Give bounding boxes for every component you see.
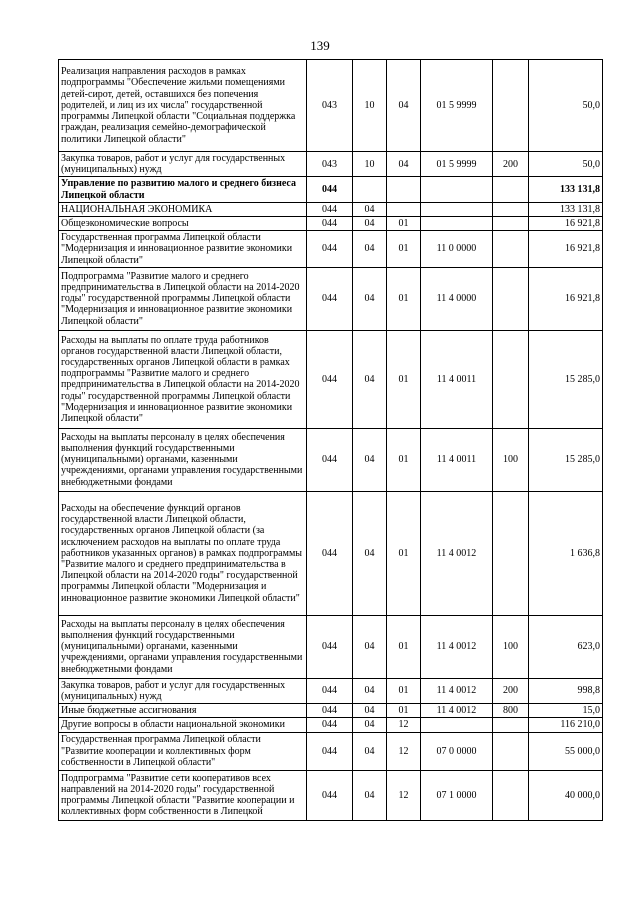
row-section-code: 04 <box>353 770 387 820</box>
row-subsection-code: 01 <box>387 267 421 330</box>
table-row <box>59 60 603 152</box>
row-grbs-code: 044 <box>307 177 353 202</box>
row-amount: 116 210,0 <box>529 718 603 732</box>
row-target-article: 11 4 0011 <box>421 428 493 491</box>
row-description: Другие вопросы в области национальной экономики <box>59 718 307 732</box>
row-target-article: 11 4 0000 <box>421 267 493 330</box>
row-amount: 1 636,8 <box>529 491 603 615</box>
row-expense-type <box>493 732 529 770</box>
row-target-article <box>421 718 493 732</box>
row-amount: 15 285,0 <box>529 428 603 491</box>
row-subsection-code: 01 <box>387 217 421 231</box>
row-section-code: 04 <box>353 732 387 770</box>
row-section-code: 04 <box>353 491 387 615</box>
row-grbs-code: 044 <box>307 330 353 428</box>
row-target-article: 11 4 0012 <box>421 678 493 703</box>
row-target-article: 11 0 0000 <box>421 231 493 268</box>
row-description: Управление по развитию малого и среднего бизнеса Липецкой области <box>59 177 307 202</box>
row-subsection-code: 04 <box>387 152 421 177</box>
row-description: Подпрограмма "Развитие малого и среднего предпринимательства в Липецкой области на 2014-2020 годы" государственной программы Липецкой области "Модернизация и инновационное развитие экономики Липецкой области" <box>59 267 307 330</box>
row-section-code: 04 <box>353 704 387 718</box>
row-description: Расходы на выплаты персоналу в целях обеспечения выполнения функций государственными (муниципальными) органами, казенными учреждениями, органами управления государственными внебюджетными фондами <box>59 428 307 491</box>
row-section-code: 04 <box>353 267 387 330</box>
row-amount: 15 285,0 <box>529 330 603 428</box>
row-grbs-code: 044 <box>307 217 353 231</box>
row-section-code: 04 <box>353 718 387 732</box>
table-row <box>59 217 603 231</box>
row-description: Закупка товаров, работ и услуг для государственных (муниципальных) нужд <box>59 678 307 703</box>
row-description: Закупка товаров, работ и услуг для государственных (муниципальных) нужд <box>59 152 307 177</box>
row-description: Общеэкономические вопросы <box>59 217 307 231</box>
row-grbs-code: 044 <box>307 231 353 268</box>
row-expense-type <box>493 202 529 216</box>
row-grbs-code: 044 <box>307 718 353 732</box>
table-row <box>59 267 603 330</box>
table-row <box>59 152 603 177</box>
row-target-article <box>421 177 493 202</box>
row-amount: 50,0 <box>529 60 603 152</box>
row-section-code: 04 <box>353 202 387 216</box>
row-amount: 133 131,8 <box>529 202 603 216</box>
row-target-article: 07 0 0000 <box>421 732 493 770</box>
row-grbs-code: 044 <box>307 491 353 615</box>
row-target-article: 11 4 0012 <box>421 704 493 718</box>
table-row <box>59 678 603 703</box>
row-amount: 623,0 <box>529 615 603 678</box>
row-description: Реализация направления расходов в рамках подпрограммы "Обеспечение жильми помещениями детей-сирот, детей, оставшихся без попечения родителей, и лиц из их числа" государственной программы Липецкой области "Социальная поддержка граждан, реализация семейно-демографической политики Липецкой области" <box>59 60 307 152</box>
row-section-code: 10 <box>353 152 387 177</box>
row-description: Расходы на обеспечение функций органов государственной власти Липецкой области, государственных органов Липецкой области (за исключением расходов на выплаты по оплате труда работников указанных органов) в рамках подпрограммы "Развитие малого и среднего предпринимательства в Липецкой области на 2014-2020 годы" государственной программы Липецкой области "Модернизация и инновационное развитие экономики Липецкой области" <box>59 491 307 615</box>
table-row <box>59 330 603 428</box>
row-description: Подпрограмма "Развитие сети кооперативов всех направлений на 2014-2020 годы" государственной программы Липецкой области "Развитие кооперации и коллективных форм собственности в Липецкой <box>59 770 307 820</box>
row-grbs-code: 044 <box>307 704 353 718</box>
row-section-code: 04 <box>353 330 387 428</box>
table-row <box>59 704 603 718</box>
row-grbs-code: 044 <box>307 770 353 820</box>
row-grbs-code: 044 <box>307 678 353 703</box>
budget-table <box>58 59 603 821</box>
row-subsection-code <box>387 177 421 202</box>
row-subsection-code <box>387 202 421 216</box>
row-grbs-code: 043 <box>307 60 353 152</box>
row-expense-type <box>493 770 529 820</box>
row-amount: 16 921,8 <box>529 231 603 268</box>
row-expense-type <box>493 718 529 732</box>
row-amount: 40 000,0 <box>529 770 603 820</box>
row-expense-type: 800 <box>493 704 529 718</box>
table-row <box>59 770 603 820</box>
row-expense-type <box>493 217 529 231</box>
row-target-article <box>421 217 493 231</box>
page-number: 139 <box>310 38 330 53</box>
row-target-article <box>421 202 493 216</box>
table-row <box>59 177 603 202</box>
row-description: Иные бюджетные ассигнования <box>59 704 307 718</box>
row-subsection-code: 12 <box>387 718 421 732</box>
row-section-code <box>353 177 387 202</box>
row-target-article: 11 4 0011 <box>421 330 493 428</box>
table-row <box>59 428 603 491</box>
row-section-code: 04 <box>353 428 387 491</box>
row-target-article: 11 4 0012 <box>421 615 493 678</box>
row-description: НАЦИОНАЛЬНАЯ ЭКОНОМИКА <box>59 202 307 216</box>
row-expense-type <box>493 330 529 428</box>
table-row <box>59 718 603 732</box>
row-description: Расходы на выплаты персоналу в целях обеспечения выполнения функций государственными (муниципальными) органами, казенными учреждениями, органами управления государственными внебюджетными фондами <box>59 615 307 678</box>
row-amount: 998,8 <box>529 678 603 703</box>
row-subsection-code: 01 <box>387 704 421 718</box>
row-expense-type <box>493 231 529 268</box>
row-section-code: 04 <box>353 231 387 268</box>
row-expense-type <box>493 267 529 330</box>
row-amount: 16 921,8 <box>529 267 603 330</box>
row-section-code: 04 <box>353 678 387 703</box>
row-subsection-code: 01 <box>387 491 421 615</box>
row-target-article: 01 5 9999 <box>421 152 493 177</box>
table-row <box>59 732 603 770</box>
row-subsection-code: 12 <box>387 770 421 820</box>
row-expense-type: 200 <box>493 678 529 703</box>
row-grbs-code: 044 <box>307 428 353 491</box>
row-expense-type <box>493 491 529 615</box>
row-amount: 55 000,0 <box>529 732 603 770</box>
row-target-article: 07 1 0000 <box>421 770 493 820</box>
row-section-code: 04 <box>353 615 387 678</box>
row-subsection-code: 01 <box>387 678 421 703</box>
row-grbs-code: 044 <box>307 202 353 216</box>
row-expense-type: 100 <box>493 428 529 491</box>
row-target-article: 11 4 0012 <box>421 491 493 615</box>
row-grbs-code: 044 <box>307 732 353 770</box>
row-subsection-code: 04 <box>387 60 421 152</box>
row-grbs-code: 044 <box>307 267 353 330</box>
row-amount: 50,0 <box>529 152 603 177</box>
row-section-code: 10 <box>353 60 387 152</box>
row-description: Расходы на выплаты по оплате труда работников органов государственной власти Липецкой области, государственных органов Липецкой области в рамках подпрограммы "Развитие малого и среднего предпринимательства в Липецкой области на 2014-2020 годы" государственной программы Липецкой области "Модернизация и инновационное развитие экономики Липецкой области" <box>59 330 307 428</box>
table-row <box>59 231 603 268</box>
row-subsection-code: 01 <box>387 231 421 268</box>
row-expense-type <box>493 60 529 152</box>
row-subsection-code: 12 <box>387 732 421 770</box>
table-row <box>59 491 603 615</box>
row-description: Государственная программа Липецкой области "Развитие кооперации и коллективных форм собственности в Липецкой области" <box>59 732 307 770</box>
row-expense-type: 100 <box>493 615 529 678</box>
row-subsection-code: 01 <box>387 615 421 678</box>
row-amount: 15,0 <box>529 704 603 718</box>
table-row <box>59 202 603 216</box>
row-grbs-code: 043 <box>307 152 353 177</box>
row-section-code: 04 <box>353 217 387 231</box>
row-amount: 133 131,8 <box>529 177 603 202</box>
row-description: Государственная программа Липецкой области "Модернизация и инновационное развитие экономики Липецкой области" <box>59 231 307 268</box>
row-expense-type: 200 <box>493 152 529 177</box>
row-subsection-code: 01 <box>387 428 421 491</box>
row-amount: 16 921,8 <box>529 217 603 231</box>
row-expense-type <box>493 177 529 202</box>
row-grbs-code: 044 <box>307 615 353 678</box>
row-target-article: 01 5 9999 <box>421 60 493 152</box>
row-subsection-code: 01 <box>387 330 421 428</box>
table-row <box>59 615 603 678</box>
